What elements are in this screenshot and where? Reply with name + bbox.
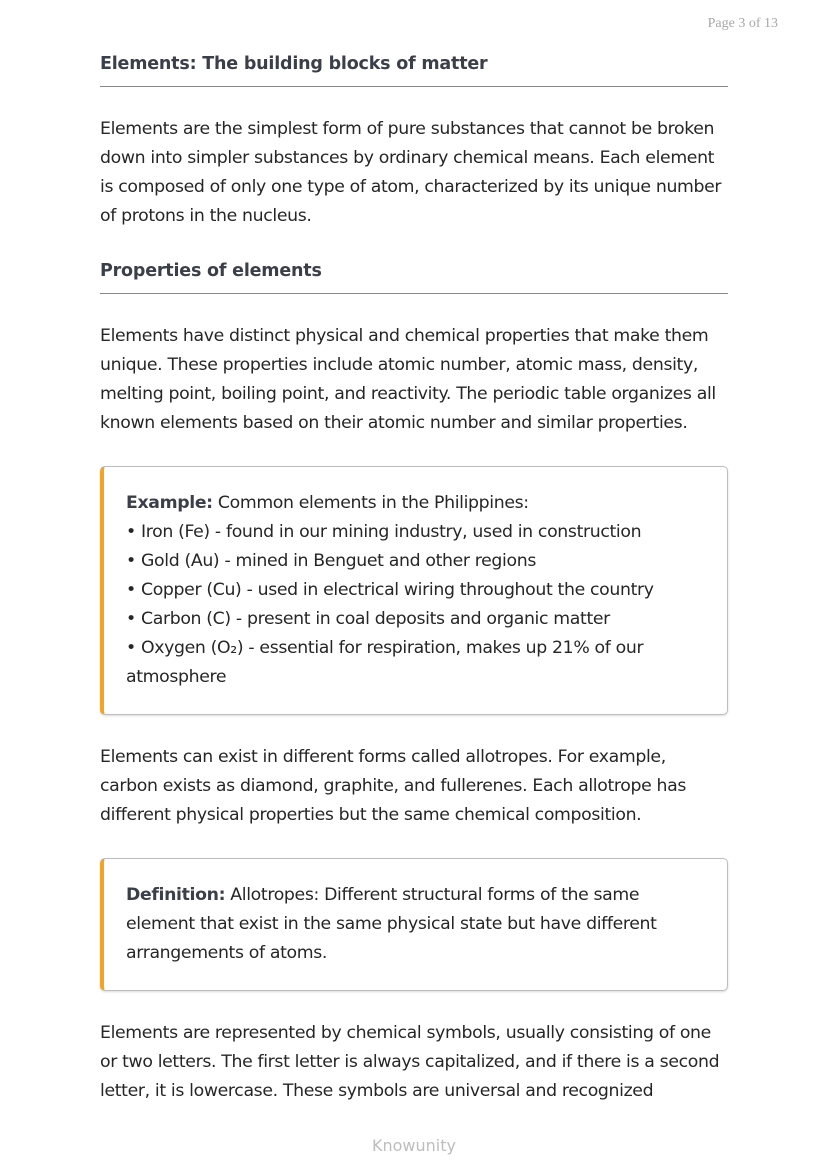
list-item: • Carbon (C) - present in coal deposits and organic matter xyxy=(126,609,610,629)
callout-label: Definition: xyxy=(126,885,226,905)
section-heading: Elements: The building blocks of matter xyxy=(100,54,728,87)
list-item: • Iron (Fe) - found in our mining industry, used in construction xyxy=(126,522,642,542)
allotropes-paragraph: Elements can exist in different forms called allotropes. For example, carbon exists as diamond, graphite, and fullerenes. Each allotrope has different physical properties but the same chemical composition. xyxy=(100,747,687,825)
example-callout xyxy=(100,466,728,715)
definition-callout xyxy=(100,858,728,991)
intro-paragraph: Elements are the simplest form of pure substances that cannot be broken down into simpler substances by ordinary chemical means. Each element is composed of only one type of atom, characterized by its unique number of protons in the nucleus. xyxy=(100,119,722,226)
list-item: • Copper (Cu) - used in electrical wiring throughout the country xyxy=(126,580,654,600)
properties-paragraph: Elements have distinct physical and chemical properties that make them unique. These properties include atomic number, atomic mass, density, melting point, boiling point, and reactivity. The periodic table organizes all known elements based on their atomic number and similar properties. xyxy=(100,326,716,433)
list-item: • Gold (Au) - mined in Benguet and other regions xyxy=(126,551,536,571)
definition-text: Allotropes: Different structural forms of the same element that exist in the same physical state but have different arrangements of atoms. xyxy=(126,885,657,963)
callout-intro: Common elements in the Philippines: xyxy=(212,493,529,513)
callout-label: Example: xyxy=(126,493,213,513)
list-item: • Oxygen (O₂) - essential for respiration, makes up 21% of our atmosphere xyxy=(126,638,644,687)
section-heading: Properties of elements xyxy=(100,261,728,294)
footer-brand: Knowunity xyxy=(372,1136,456,1155)
page-indicator: Page 3 of 13 xyxy=(707,16,778,31)
document-content xyxy=(100,0,728,1106)
symbols-paragraph: Elements are represented by chemical symbols, usually consisting of one or two letters. The first letter is always capitalized, and if there is a second letter, it is lowercase. These symbols are universal and recognized xyxy=(100,1023,720,1101)
